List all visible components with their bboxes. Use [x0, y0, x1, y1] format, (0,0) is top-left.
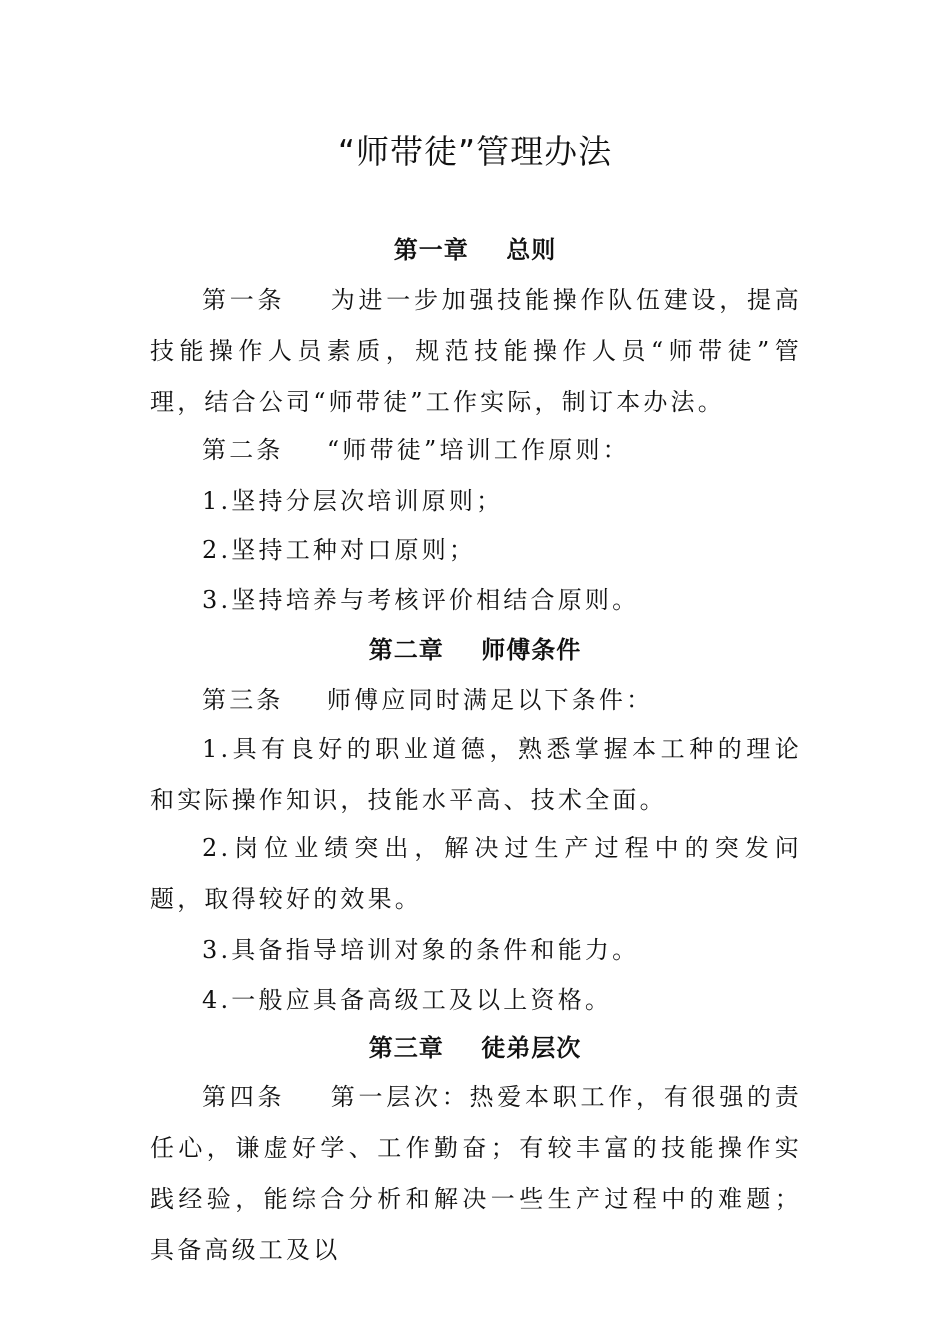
article-4: 第四条 第一层次：热爱本职工作，有很强的责任心，谦虚好学、工作勤奋；有较丰富的技能操作实践经验，能综合分析和解决一些生产过程中的难题；具备高级工及以 [150, 1083, 802, 1264]
condition-3: 3.具备指导培训对象的条件和能力。 [202, 936, 640, 964]
article-3: 第三条 师傅应同时满足以下条件： [202, 686, 654, 714]
condition-2: 2.岗位业绩突出，解决过生产过程中的突发问题，取得较好的效果。 [150, 834, 802, 913]
article-1: 第一条 为进一步加强技能操作队伍建设，提高技能操作人员素质，规范技能操作人员“师带徒”管理，结合公司“师带徒”工作实际，制订本办法。 [150, 286, 802, 416]
chapter-heading-3: 第三章 徒弟层次 [368, 1034, 582, 1062]
chapter-heading-1: 第一章 总则 [393, 236, 557, 264]
principle-3: 3.坚持培养与考核评价相结合原则。 [202, 586, 640, 614]
condition-4: 4.一般应具备高级工及以上资格。 [202, 986, 613, 1014]
principle-1: 1.坚持分层次培训原则； [202, 487, 504, 515]
article-2: 第二条 “师带徒”培训工作原则： [202, 436, 630, 464]
principle-2: 2.坚持工种对口原则； [202, 536, 477, 564]
chapter-heading-2: 第二章 师傅条件 [368, 636, 582, 664]
document-title: “师带徒”管理办法 [337, 132, 613, 171]
condition-1: 1.具有良好的职业道德，熟悉掌握本工种的理论和实际操作知识，技能水平高、技术全面。 [150, 735, 802, 814]
